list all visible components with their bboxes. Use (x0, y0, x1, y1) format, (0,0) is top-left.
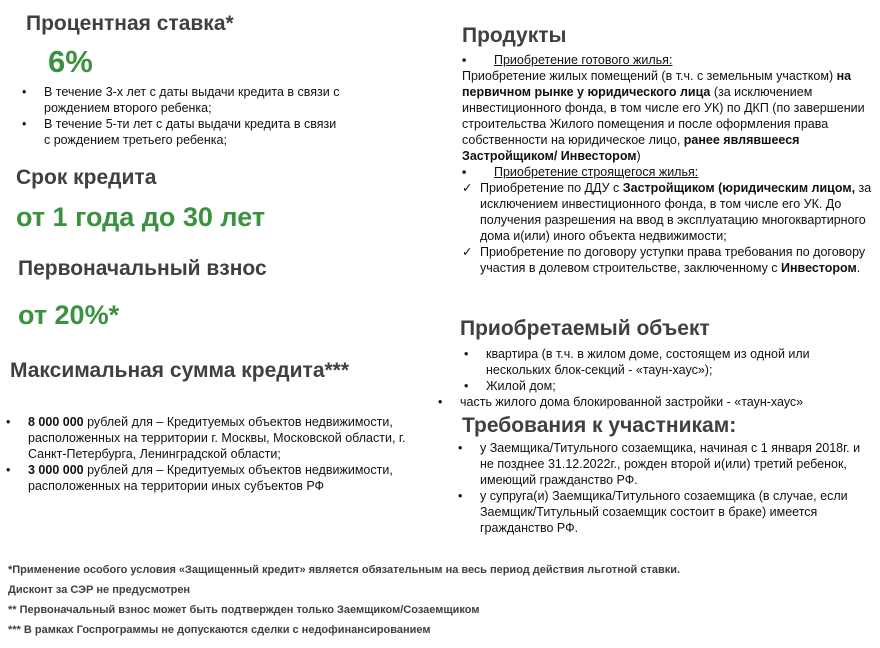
down-payment-value: от 20%* (18, 300, 120, 330)
term-title: Срок кредита (16, 166, 157, 189)
assignment-text-2: . (856, 261, 861, 275)
rate-conditions-list (44, 84, 340, 148)
object-item: • часть жилого дома блокированной застройки - «таун-хаус» (460, 394, 872, 410)
ready-bold-1: на первичном рынке у юридического лица (462, 69, 852, 99)
max-sum-item (28, 414, 440, 462)
bullet-marker: ▪ (462, 165, 467, 179)
products-title: Продукты (462, 24, 567, 47)
ddu-bold-1: Застройщиком (юридическим лицом, (622, 181, 856, 195)
footnote: *** В рамках Госпрограммы не допускаются сделки с недофинансированием (8, 624, 431, 636)
ready-description (462, 68, 872, 164)
ready-bold-2: ранее являвшееся Застройщиком/ Инвестором (462, 133, 800, 163)
build-option-assignment (480, 244, 872, 276)
footnote: Дисконт за СЭР не предусмотрен (8, 584, 191, 596)
down-payment-title: Первоначальный взнос (18, 257, 267, 280)
build-label: Приобретение строящегося жилья: (494, 165, 699, 179)
ready-label-row (462, 52, 872, 68)
build-options-list (462, 180, 872, 276)
max-sum-item (28, 462, 440, 494)
object-item: • Жилой дом; (486, 378, 872, 394)
max-sum-title: Максимальная сумма кредита*** (10, 359, 350, 382)
max-sum-text: рублей для – Кредитуемых объектов недвижимости, расположенных на территории иных субъектов РФ (28, 463, 393, 493)
max-sum-text: рублей для – Кредитуемых объектов недвижимости, расположенных на территории г. Москвы, Московской области, г. Санкт-Петербурга, Ленинградской области; (28, 415, 406, 461)
object-item: • квартира (в т.ч. в жилом доме, состоящем из одной или нескольких блок-секций - «таун-хаус»); (486, 346, 872, 378)
build-option-ddu (480, 180, 872, 244)
requirement-item: • у Заемщика/Титульного созаемщика, начиная с 1 января 2018г. и не позднее 31.12.2022г., рожден второй и(или) третий ребенок, имеющий гражданство РФ. (480, 440, 865, 488)
rate-condition-item: • В течение 3-х лет с даты выдачи кредита в связи с рождением второго ребенка; (44, 84, 340, 116)
requirements-list (480, 440, 865, 536)
footnote: ** Первоначальный взнос может быть подтвержден только Заемщиком/Созаемщиком (8, 604, 480, 616)
ready-label: Приобретение готового жилья: (494, 53, 673, 67)
rate-condition-item: • В течение 5-ти лет с даты выдачи кредита в связи с рождением третьего ребенка; (44, 116, 340, 148)
object-list (460, 346, 872, 410)
max-sum-amount: 3 000 000 (28, 463, 84, 477)
ready-text-3: ) (636, 149, 641, 163)
assignment-text-1: Приобретение по договору уступки права требования по договору участия в долевом строительстве, заключенному с (480, 245, 866, 275)
build-label-row (462, 164, 872, 180)
bullet-marker: ▪ (462, 53, 467, 67)
ddu-text-2: за исключением инвестиционного фонда, в том числе его УК. До получения разрешения на ввод в эксплуатацию многоквартирного дома и(или) иного объекта недвижимости; (480, 181, 872, 243)
max-sum-amount: 8 000 000 (28, 415, 84, 429)
ddu-text-1: Приобретение по ДДУ с (480, 181, 623, 195)
max-sum-list (28, 414, 440, 494)
ready-text-1: Приобретение жилых помещений (в т.ч. с земельным участком) (462, 69, 837, 83)
term-value: от 1 года до 30 лет (16, 202, 266, 232)
object-title: Приобретаемый объект (460, 317, 710, 340)
footnotes (8, 562, 876, 638)
ready-text-2: (за исключением инвестиционного фонда, в том числе его УК) по ДКП (по завершении строительства Жилого помещения и после оформления права собственности на юридическое лицо, (462, 85, 865, 147)
rate-value: 6% (48, 44, 93, 79)
rate-title: Процентная ставка* (26, 12, 234, 35)
requirements-title: Требования к участникам: (462, 414, 737, 437)
footnote: *Применение особого условия «Защищенный кредит» является обязательным на весь период действия льготной ставки. (8, 564, 681, 576)
requirement-item: • у супруга(и) Заемщика/Титульного созаемщика (в случае, если Заемщик/Титульный созаемщик состоит в браке) имеется гражданство РФ. (480, 488, 865, 536)
assignment-bold-1: Инвестором (781, 261, 857, 275)
products-ready-block (462, 52, 872, 276)
